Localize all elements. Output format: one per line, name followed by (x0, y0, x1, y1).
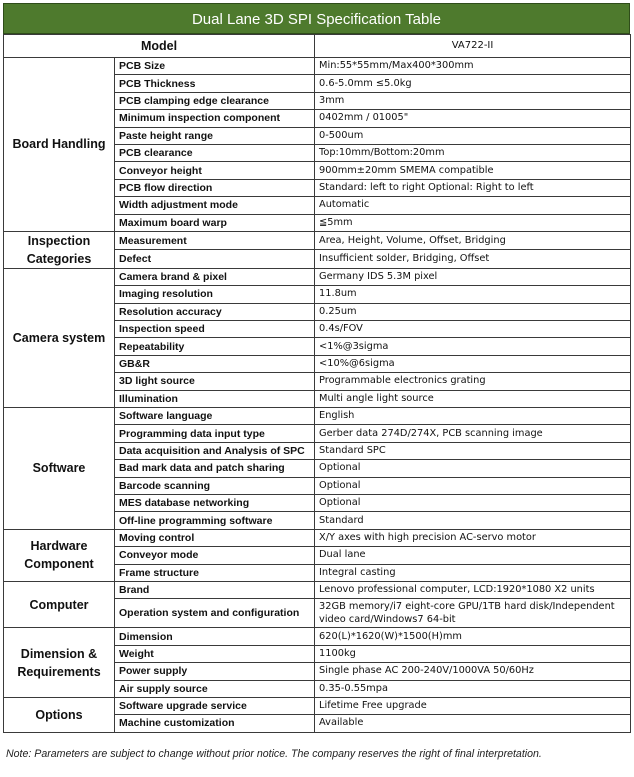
category-cell: Camera system (4, 268, 115, 407)
table-title: Dual Lane 3D SPI Specification Table (3, 3, 630, 34)
value-cell: 1100kg (315, 645, 631, 662)
parameter-cell: PCB Thickness (115, 75, 315, 92)
parameter-cell: Repeatability (115, 338, 315, 355)
parameter-cell: PCB flow direction (115, 179, 315, 196)
parameter-cell: 3D light source (115, 373, 315, 390)
value-cell: Top:10mm/Bottom:20mm (315, 144, 631, 161)
value-cell: Dual lane (315, 547, 631, 564)
value-cell: Single phase AC 200-240V/1000VA 50/60Hz (315, 663, 631, 680)
value-cell: Optional (315, 460, 631, 477)
value-cell: 32GB memory/i7 eight-core GPU/1TB hard disk/Independent video card/Windows7 64-bit (315, 599, 631, 628)
spec-row (4, 58, 631, 75)
value-cell: Multi angle light source (315, 390, 631, 407)
parameter-cell: Width adjustment mode (115, 197, 315, 214)
value-cell: 0-500um (315, 127, 631, 144)
parameter-cell: Moving control (115, 529, 315, 546)
parameter-cell: Resolution accuracy (115, 303, 315, 320)
value-cell: Germany IDS 5.3M pixel (315, 268, 631, 285)
parameter-cell: Defect (115, 250, 315, 269)
value-cell: Integral casting (315, 564, 631, 581)
value-cell: <1%@3sigma (315, 338, 631, 355)
value-cell: 0.35-0.55mpa (315, 680, 631, 697)
category-cell: Software (4, 408, 115, 530)
parameter-cell: Brand (115, 581, 315, 598)
parameter-cell: Data acquisition and Analysis of SPC (115, 442, 315, 459)
spec-row (4, 581, 631, 598)
category-cell: Computer (4, 581, 115, 627)
parameter-cell: Imaging resolution (115, 286, 315, 303)
value-cell: 0.6-5.0mm ≤5.0kg (315, 75, 631, 92)
category-cell: Dimension & Requirements (4, 628, 115, 698)
value-cell: ≦5mm (315, 214, 631, 231)
value-cell: Area, Height, Volume, Offset, Bridging (315, 231, 631, 250)
parameter-cell: Illumination (115, 390, 315, 407)
spec-row (4, 697, 631, 714)
parameter-cell: Off-line programming software (115, 512, 315, 529)
spec-row (4, 231, 631, 250)
model-value: VA722-II (315, 35, 631, 58)
value-cell: Insufficient solder, Bridging, Offset (315, 250, 631, 269)
value-cell: 0402mm / 01005" (315, 110, 631, 127)
spec-row (4, 408, 631, 425)
parameter-cell: Air supply source (115, 680, 315, 697)
value-cell: Standard SPC (315, 442, 631, 459)
value-cell: Available (315, 715, 631, 732)
value-cell: Gerber data 274D/274X, PCB scanning image (315, 425, 631, 442)
parameter-cell: PCB clearance (115, 144, 315, 161)
value-cell: <10%@6sigma (315, 355, 631, 372)
parameter-cell: Measurement (115, 231, 315, 250)
value-cell: 620(L)*1620(W)*1500(H)mm (315, 628, 631, 645)
parameter-cell: GB&R (115, 355, 315, 372)
spec-row (4, 628, 631, 645)
parameter-cell: MES database networking (115, 494, 315, 511)
spec-sheet (3, 3, 630, 760)
model-row (4, 35, 631, 58)
parameter-cell: Weight (115, 645, 315, 662)
parameter-cell: PCB Size (115, 58, 315, 75)
parameter-cell: Power supply (115, 663, 315, 680)
parameter-cell: Maximum board warp (115, 214, 315, 231)
spec-table (3, 34, 631, 733)
value-cell: 900mm±20mm SMEMA compatible (315, 162, 631, 179)
category-cell: Options (4, 697, 115, 732)
parameter-cell: Bad mark data and patch sharing (115, 460, 315, 477)
parameter-cell: Machine customization (115, 715, 315, 732)
value-cell: 11.8um (315, 286, 631, 303)
parameter-cell: Programming data input type (115, 425, 315, 442)
parameter-cell: Minimum inspection component (115, 110, 315, 127)
value-cell: Lenovo professional computer, LCD:1920*1080 X2 units (315, 581, 631, 598)
parameter-cell: Software upgrade service (115, 697, 315, 714)
parameter-cell: Conveyor mode (115, 547, 315, 564)
value-cell: Lifetime Free upgrade (315, 697, 631, 714)
parameter-cell: Inspection speed (115, 321, 315, 338)
parameter-cell: Dimension (115, 628, 315, 645)
model-label: Model (4, 35, 315, 58)
value-cell: Min:55*55mm/Max400*300mm (315, 58, 631, 75)
value-cell: X/Y axes with high precision AC-servo motor (315, 529, 631, 546)
parameter-cell: Camera brand & pixel (115, 268, 315, 285)
value-cell: 3mm (315, 92, 631, 109)
value-cell: 0.4s/FOV (315, 321, 631, 338)
category-cell: Board Handling (4, 58, 115, 232)
parameter-cell: Frame structure (115, 564, 315, 581)
value-cell: 0.25um (315, 303, 631, 320)
parameter-cell: Operation system and configuration (115, 599, 315, 628)
parameter-cell: Conveyor height (115, 162, 315, 179)
spec-row (4, 529, 631, 546)
value-cell: Programmable electronics grating (315, 373, 631, 390)
parameter-cell: Paste height range (115, 127, 315, 144)
spec-row (4, 268, 631, 285)
parameter-cell: Barcode scanning (115, 477, 315, 494)
value-cell: Standard: left to right Optional: Right to left (315, 179, 631, 196)
parameter-cell: PCB clamping edge clearance (115, 92, 315, 109)
category-cell: Inspection Categories (4, 231, 115, 268)
category-cell: Hardware Component (4, 529, 115, 581)
value-cell: Standard (315, 512, 631, 529)
value-cell: Optional (315, 477, 631, 494)
value-cell: Optional (315, 494, 631, 511)
parameter-cell: Software language (115, 408, 315, 425)
footnote: Note: Parameters are subject to change without prior notice. The company reserves the right of final interpretation. (6, 748, 542, 760)
value-cell: Automatic (315, 197, 631, 214)
value-cell: English (315, 408, 631, 425)
